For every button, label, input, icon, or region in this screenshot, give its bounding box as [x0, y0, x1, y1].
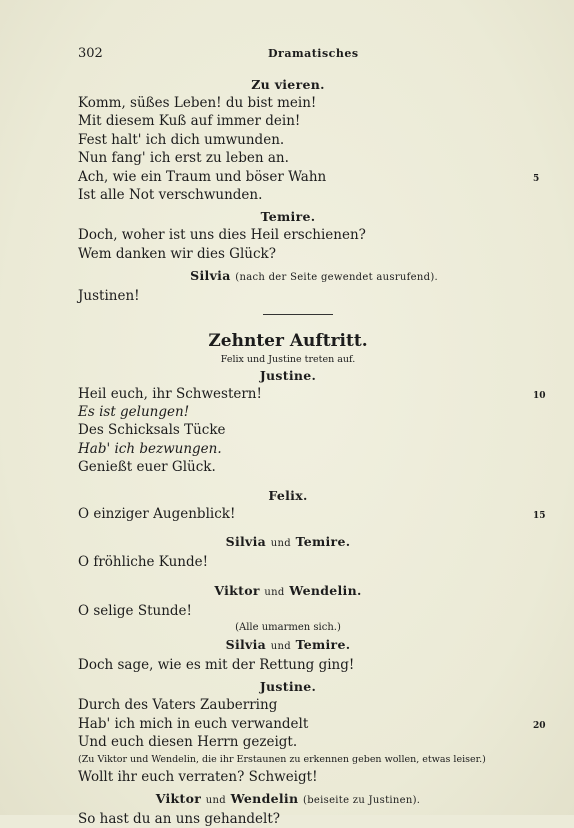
speaker-heading: Temire.: [260, 209, 316, 225]
verse-line: O fröhliche Kunde!: [78, 554, 209, 571]
speaker-name: Wendelin: [230, 790, 299, 806]
speaker-name: Temire.: [295, 534, 351, 550]
speaker-heading: Justine.: [259, 679, 317, 695]
verse-line: Und euch diesen Herrn gezeigt.: [78, 734, 298, 751]
verse-line: Durch des Vaters Zauberring: [78, 697, 278, 714]
verse-line: Doch, woher ist uns dies Heil erschienen?: [78, 227, 366, 244]
speaker-heading: [78, 267, 498, 287]
conjunction: und: [270, 538, 291, 550]
verse-line: Nun fang' ich erst zu leben an.: [78, 150, 289, 167]
scene-title: Zehnter Auftritt.: [208, 330, 368, 351]
running-title: Dramatisches: [268, 47, 359, 60]
cast-note: Felix und Justine treten auf.: [220, 353, 356, 365]
speaker-name: Viktor: [214, 582, 260, 598]
stage-direction: (Alle umarmen sich.): [235, 621, 341, 633]
verse-line: Hab' ich bezwungen.: [78, 440, 222, 457]
verse-line: Fest halt' ich dich umwunden.: [78, 131, 285, 148]
verse-text: Hab' ich mich in euch verwandelt: [78, 715, 309, 732]
verse-line: Justinen!: [78, 288, 140, 305]
verse-line: [78, 385, 546, 403]
page-body: [78, 76, 546, 828]
verse-line: Ist alle Not verschwunden.: [78, 187, 263, 204]
speaker-heading: [78, 790, 498, 810]
speaker-name: Silvia: [225, 534, 267, 550]
verse-text: Ach, wie ein Traum und böser Wahn: [78, 168, 327, 185]
speaker-heading: [78, 636, 498, 656]
line-number: 5: [533, 173, 540, 184]
verse-line: O selige Stunde!: [78, 602, 192, 619]
speaker-name: Silvia: [190, 268, 231, 284]
verse-text: O einziger Augenblick!: [78, 505, 236, 522]
section-divider: [263, 314, 333, 315]
conjunction: und: [205, 794, 226, 806]
verse-text: Heil euch, ihr Schwestern!: [78, 385, 262, 402]
stage-direction: (Zu Viktor und Wendelin, die ihr Erstaunen zu erkennen geben wollen, etwas leiser.): [78, 753, 486, 765]
verse-line: [78, 505, 546, 523]
speaker-name: Temire.: [295, 636, 351, 652]
verse-line: Es ist gelungen!: [78, 404, 190, 421]
verse-line: [78, 168, 540, 186]
verse-line: Wem danken wir dies Glück?: [78, 245, 276, 262]
speaker-name: Silvia: [225, 636, 267, 652]
verse-line: Komm, süßes Leben! du bist mein!: [78, 95, 317, 111]
speaker-heading: Zu vieren.: [251, 77, 325, 92]
stage-direction: (nach der Seite gewendet ausrufend).: [235, 272, 438, 284]
verse-line: Mit diesem Kuß auf immer dein!: [78, 113, 301, 130]
page-header: [78, 46, 496, 62]
verse-line: Des Schicksals Tücke: [78, 422, 226, 439]
speaker-heading: Justine.: [259, 367, 317, 383]
verse-line: So hast du an uns gehandelt?: [78, 810, 281, 827]
line-number: 10: [533, 390, 546, 401]
speaker-name: Viktor: [155, 790, 202, 806]
speaker-heading: [78, 533, 498, 553]
stage-direction: (beiseite zu Justinen).: [303, 794, 421, 806]
line-number: 15: [533, 510, 546, 521]
page-number: 302: [78, 46, 103, 61]
speaker-heading: [78, 582, 498, 602]
speaker-heading: Felix.: [268, 487, 308, 503]
verse-line: [78, 715, 546, 733]
verse-line: Doch sage, wie es mit der Rettung ging!: [78, 656, 355, 673]
verse-line: Wollt ihr euch verraten? Schweigt!: [78, 768, 318, 785]
conjunction: und: [264, 586, 285, 598]
verse-line: Genießt euer Glück.: [78, 459, 216, 476]
line-number: 20: [533, 720, 546, 731]
speaker-name: Wendelin.: [289, 582, 362, 598]
conjunction: und: [270, 640, 291, 652]
